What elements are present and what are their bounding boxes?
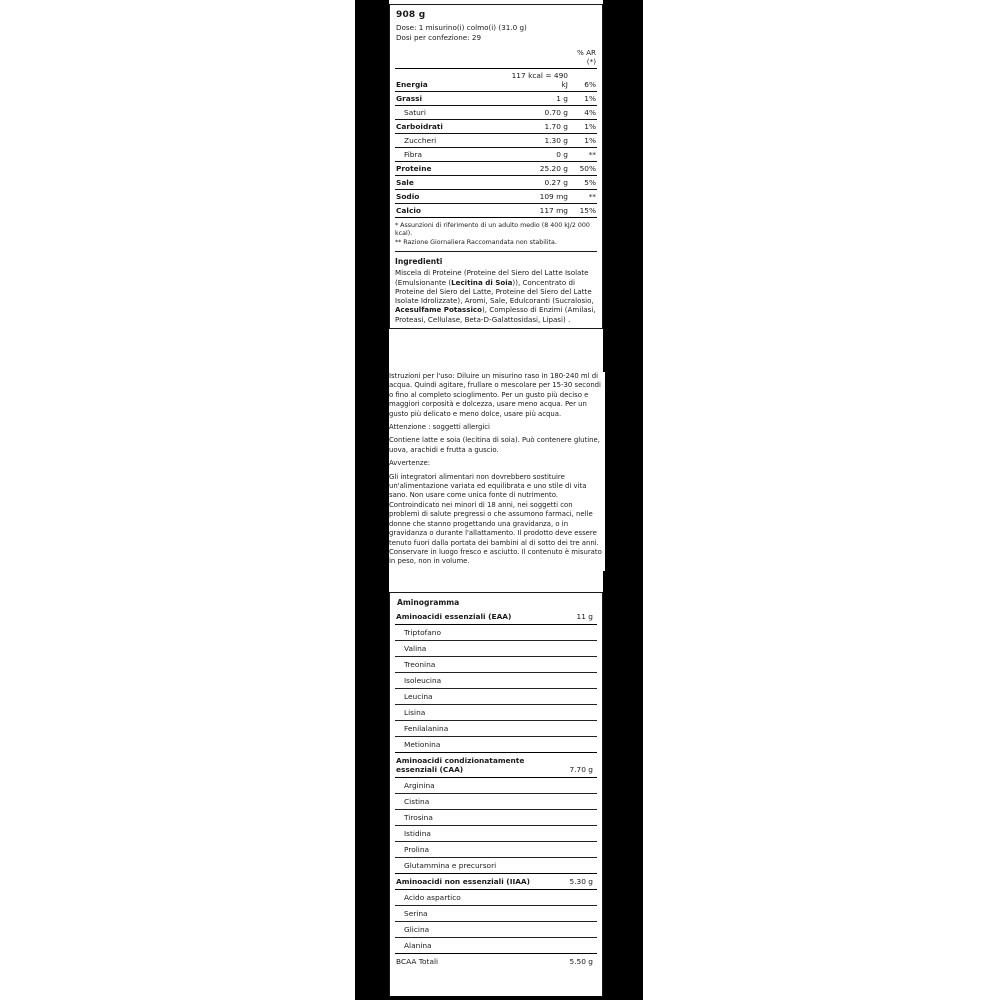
amino-amount xyxy=(546,794,597,810)
nutrient-amount: 1.70 g xyxy=(505,120,569,134)
aminogram-panel xyxy=(389,592,603,1000)
amino-amount: 5.30 g xyxy=(546,874,597,890)
amino-name: Arginina xyxy=(395,778,546,794)
nutrient-percent: 1% xyxy=(569,120,597,134)
label-right-black-band xyxy=(603,0,643,1000)
aminogram-row xyxy=(395,657,597,673)
amino-amount xyxy=(546,906,597,922)
aminogram-row xyxy=(395,826,597,842)
aminogram-title: Aminogramma xyxy=(397,598,460,607)
aminogram-row xyxy=(395,778,597,794)
amino-amount xyxy=(546,810,597,826)
footnote-reference-intake: * Assunzioni di riferimento di un adulto medio (8 400 kJ/2 000 kcal). xyxy=(395,222,590,238)
ingredients-text xyxy=(395,268,597,324)
amino-name: Isoleucina xyxy=(395,673,546,689)
nutrient-amount: 0.70 g xyxy=(505,106,569,120)
aminogram-row xyxy=(395,794,597,810)
nutrition-row xyxy=(395,190,597,204)
ingredients-title: Ingredienti xyxy=(395,257,443,267)
aminogram-row xyxy=(395,705,597,721)
nutrient-name: Calcio xyxy=(395,204,505,218)
nutrition-row xyxy=(395,162,597,176)
amino-amount xyxy=(546,938,597,954)
nutrient-amount: 1.30 g xyxy=(505,134,569,148)
nutrition-panel xyxy=(389,4,603,329)
nutrient-amount: 25.20 g xyxy=(505,162,569,176)
instructions-block xyxy=(389,372,605,571)
amino-amount xyxy=(546,673,597,689)
amino-name: Cistina xyxy=(395,794,546,810)
aminogram-row xyxy=(395,689,597,705)
nutrient-amount: 117 mg xyxy=(505,204,569,218)
amino-name: Serina xyxy=(395,906,546,922)
aminogram-row xyxy=(395,858,597,874)
ingredients-allergen-soy-lecithin: Lecitina di Soia xyxy=(451,277,513,287)
label-bottom-black-band xyxy=(389,996,603,1000)
nutrition-row xyxy=(395,92,597,106)
nutrient-percent: 5% xyxy=(569,176,597,190)
allergy-heading: Attenzione : soggetti allergici xyxy=(389,423,490,432)
amino-amount: 5.50 g xyxy=(569,957,593,966)
amino-name: Aminoacidi condizionatamente essenziali (CAA) xyxy=(395,753,546,778)
nutrition-footnotes xyxy=(395,222,597,252)
aminogram-row xyxy=(395,906,597,922)
nutrition-row xyxy=(395,120,597,134)
nutrient-percent: 15% xyxy=(569,204,597,218)
nutrient-percent: 1% xyxy=(569,134,597,148)
amino-amount xyxy=(546,705,597,721)
amino-amount xyxy=(546,858,597,874)
amino-name: Fenilalanina xyxy=(395,721,546,737)
servings-per-container: Dosi per confezione: 29 xyxy=(396,33,482,42)
nutrition-row xyxy=(395,134,597,148)
amino-name: Acido aspartico xyxy=(395,890,546,906)
amino-name: Aminoacidi essenziali (EAA) xyxy=(395,609,546,625)
aminogram-row xyxy=(395,625,597,641)
nutrient-percent: 6% xyxy=(569,69,597,92)
aminogram-row xyxy=(395,721,597,737)
amino-amount: 11 g xyxy=(546,609,597,625)
amino-name: Istidina xyxy=(395,826,546,842)
amino-name: Treonina xyxy=(395,657,546,673)
nutrient-name: Zuccheri xyxy=(395,134,505,148)
amino-name: Lisina xyxy=(395,705,546,721)
amino-name: Tirosina xyxy=(395,810,546,826)
nutrient-name: Grassi xyxy=(395,92,505,106)
nutrition-row xyxy=(395,106,597,120)
aminogram-row xyxy=(395,890,597,906)
aminogram-row xyxy=(395,641,597,657)
nutrient-percent: 50% xyxy=(569,162,597,176)
usage-directions: Istruzioni per l'uso: Diluire un misurino raso in 180-240 ml di acqua. Quindi agitare, frullare o mescolare per 15-30 secondi o fino al completo scioglimento. Per un gusto più deciso e maggiori corposità e dolcezza, usare meno acqua. Per un gusto più delicato e meno dolce, usare più acqua. xyxy=(389,372,601,418)
amino-amount: 7.70 g xyxy=(546,753,597,778)
aminogram-row xyxy=(395,874,597,890)
amino-amount xyxy=(546,721,597,737)
ingredients-part-1: Miscela di Proteine (Proteine del Siero del Latte Isolate (Emulsionante ( xyxy=(395,268,589,287)
nutrient-amount: 109 mg xyxy=(505,190,569,204)
aminogram-row xyxy=(395,842,597,858)
label-left-black-band xyxy=(355,0,389,1000)
aminogram-row xyxy=(395,938,597,954)
aminogram-row xyxy=(395,954,597,970)
amino-name: BCAA Totali xyxy=(396,957,439,966)
ingredients-part-2: )), Concentrato di Proteine del Siero del Latte, Proteine del Siero del Latte Isolate Idrolizzate), Aromi, Sale, Edulcoranti (Sucralosio, xyxy=(395,277,594,306)
nutrition-table xyxy=(395,46,597,218)
amino-name: Glicina xyxy=(395,922,546,938)
nutrient-amount: 0.27 g xyxy=(505,176,569,190)
warnings-text: Gli integratori alimentari non dovrebbero sostituire un'alimentazione variata ed equilibrata e uno stile di vita sano. Non usare come unica fonte di nutrimento. Controindicato nei minori di 18 anni, nei soggetti con problemi di salute pregressi o che assumono farmaci, nelle donne che stanno progettando una gravidanza, o in gravidanza o durante l'allattamento. Il prodotto deve essere tenuto fuori dalla portata dei bambini al di sotto dei tre anni. Conservare in luogo fresco e asciutto. Il contenuto è misurato in peso, non in volume. xyxy=(389,472,602,566)
nutrient-name: Sodio xyxy=(395,190,505,204)
nutrient-percent: 4% xyxy=(569,106,597,120)
aminogram-row xyxy=(395,609,597,625)
amino-name: Triptofano xyxy=(395,625,546,641)
amino-amount xyxy=(546,689,597,705)
amino-name: Aminoacidi non essenziali (IIAA) xyxy=(395,874,546,890)
aminogram-row xyxy=(395,753,597,778)
serving-size: Dose: 1 misurino(i) colmo(i) (31.0 g) xyxy=(396,23,527,32)
nutrient-amount: 0 g xyxy=(505,148,569,162)
amino-amount xyxy=(546,890,597,906)
nutrient-amount: 117 kcal = 490 kJ xyxy=(505,69,569,92)
allergy-text: Contiene latte e soia (lecitina di soia). Può contenere glutine, uova, arachidi e frutta a guscio. xyxy=(389,436,600,454)
amino-amount xyxy=(546,657,597,673)
aminogram-table xyxy=(395,609,597,969)
nutrient-amount: 1 g xyxy=(505,92,569,106)
nutrient-name: Carboidrati xyxy=(395,120,505,134)
amino-name: Leucina xyxy=(395,689,546,705)
pct-header: % AR (*) xyxy=(569,46,597,69)
warnings-heading: Avvertenze: xyxy=(389,459,431,468)
ingredients-acesulfame: Acesulfame Potassico xyxy=(395,305,482,315)
amino-amount xyxy=(546,737,597,753)
nutrient-name: Energia xyxy=(395,69,505,92)
aminogram-row xyxy=(395,737,597,753)
nutrition-row xyxy=(395,69,597,92)
aminogram-row xyxy=(395,922,597,938)
nutrient-name: Fibra xyxy=(395,148,505,162)
amino-name: Glutammina e precursori xyxy=(395,858,546,874)
nutrient-percent: 1% xyxy=(569,92,597,106)
nutrition-row xyxy=(395,148,597,162)
footnote-rda: ** Razione Giornaliera Raccomandata non stabilita. xyxy=(395,238,557,246)
nutrition-row xyxy=(395,176,597,190)
aminogram-row xyxy=(395,810,597,826)
amino-amount xyxy=(546,826,597,842)
aminogram-row xyxy=(395,673,597,689)
amino-amount xyxy=(546,641,597,657)
nutrient-name: Proteine xyxy=(395,162,505,176)
nutrient-name: Sale xyxy=(395,176,505,190)
amino-amount xyxy=(546,842,597,858)
net-weight: 908 g xyxy=(396,10,426,20)
nutrient-percent: ** xyxy=(569,190,597,204)
nutrition-header-row xyxy=(395,46,597,69)
amino-name: Alanina xyxy=(395,938,546,954)
nutrient-name: Saturi xyxy=(395,106,505,120)
amino-name: Valina xyxy=(395,641,546,657)
ingredients-part-3: ), Complesso di Enzimi (Amilasi, Proteasi, Cellulase, Beta-D-Galattosidasi, Lipasi) . xyxy=(395,305,596,324)
amino-name: Prolina xyxy=(395,842,546,858)
amino-amount xyxy=(546,922,597,938)
amino-amount xyxy=(546,625,597,641)
nutrient-percent: ** xyxy=(569,148,597,162)
amino-amount xyxy=(546,778,597,794)
amino-name: Metionina xyxy=(395,737,546,753)
nutrition-row xyxy=(395,204,597,218)
